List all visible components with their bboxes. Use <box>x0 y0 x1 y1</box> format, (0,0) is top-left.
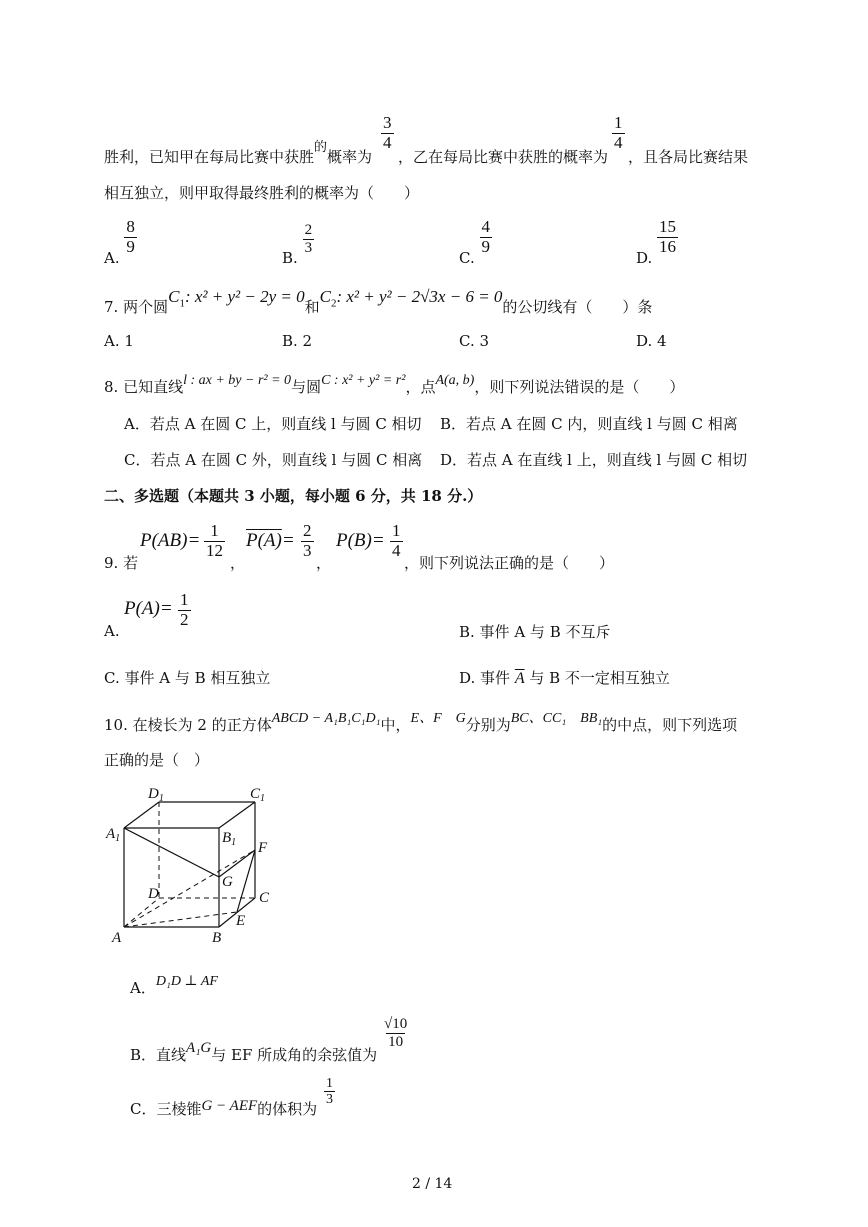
cube-label-e: E <box>236 913 246 929</box>
q6-option-a-frac <box>124 218 137 256</box>
q6-text-de: 的 <box>314 140 328 155</box>
q6-frac2-den: 4 <box>614 132 623 152</box>
q8-suffix: ，则下列说法错误的是（ ） <box>474 378 685 396</box>
q9-comma-2: ， <box>316 554 332 572</box>
cube-label-a1: $A_1$ <box>106 826 121 844</box>
q6-text-b: 概率为 <box>327 148 373 166</box>
q9-p-abar: P(A)= <box>246 530 295 551</box>
q10-option-c-mid: 的体积为 <box>257 1100 318 1118</box>
q10-cube: ABCD − A₁B₁C₁D₁ <box>271 711 381 726</box>
q7-c2 <box>319 287 503 310</box>
q10-option-c-num: 1 <box>326 1076 333 1091</box>
q6-option-b-num: 2 <box>304 222 313 238</box>
q10-option-b-expr: A₁G <box>186 1040 212 1056</box>
q8-prefix: 8. 已知直线 <box>104 378 184 396</box>
q10-stem <box>104 706 738 734</box>
q10-efg: E、F G <box>410 711 466 726</box>
q6-option-d-den: 16 <box>659 236 677 256</box>
q9-p-ab-den: 12 <box>206 540 223 560</box>
q6-option-c-label: C. <box>459 249 475 268</box>
q6-option-d <box>636 217 678 268</box>
q9-p-b-num: 1 <box>392 521 401 540</box>
q6-frac1-num: 3 <box>383 113 392 132</box>
q8-option-c: C．若点 A 在圆 C 外，则直线 l 与圆 C 相离 <box>124 451 423 469</box>
q7-c1-equation: : x² + y² − 2y = 0 <box>184 287 305 306</box>
q6-option-b-label: B. <box>282 249 298 267</box>
q9-p-abar-num: 2 <box>303 521 312 540</box>
q10-option-a-label: A． <box>130 979 156 997</box>
q7-c2-letter: C <box>319 287 331 306</box>
q6-frac1-den: 4 <box>383 132 392 152</box>
q9-option-d <box>459 667 670 688</box>
q6-option-a-label: A. <box>104 249 120 268</box>
q8-option-b: B．若点 A 在圆 C 内，则直线 l 与圆 C 相离 <box>440 415 738 433</box>
q9-p-b-expr: P(B) <box>336 530 372 551</box>
cube-label-d: D <box>148 886 159 902</box>
q10-option-b-frac <box>382 1016 409 1050</box>
q6-option-c-frac <box>480 218 493 256</box>
q10-option-b-num: √10 <box>384 1016 408 1032</box>
q7-option-c: C. 3 <box>459 332 490 350</box>
q10-option-c-label: C．三棱锥 <box>130 1100 202 1118</box>
q6-option-a-num: 8 <box>126 217 135 236</box>
cube-label-b: B <box>212 930 222 946</box>
q9-p-b-frac <box>390 522 403 560</box>
q9-p-b: P(B)= <box>336 530 385 551</box>
q7-he: 和 <box>304 298 320 316</box>
q8-mid: 与圆 <box>291 378 322 396</box>
q9-prefix: 9. 若 <box>104 554 139 572</box>
q7-prefix: 7. 两个圆 <box>104 298 169 316</box>
q6-line1 <box>104 118 372 178</box>
q8-circle-equation: C : x² + y² = r² <box>321 373 406 388</box>
q8-stem <box>104 368 685 396</box>
q7-suffix: 的公切线有（ ）条 <box>502 298 653 316</box>
q10-option-b <box>130 1036 378 1064</box>
q10-edges: BC、CC₁ BB₁ <box>510 711 603 726</box>
q10-option-a <box>130 969 218 997</box>
q6-option-a-den: 9 <box>126 236 135 256</box>
q9-p-abar-expr: P(A) <box>246 530 282 551</box>
q9-p-ab-frac <box>204 522 225 560</box>
q10-line2: 正确的是（ ） <box>104 751 210 769</box>
q6-text-a: 胜利，已知甲在每局比赛中获胜 <box>104 148 315 166</box>
q9-option-d-var: $\overline{A}$ <box>514 670 525 687</box>
q6-text-c: ，乙在每局比赛中获胜的概率为 <box>398 148 609 166</box>
q7-c2-equation: : x² + y² − 2√3x − 6 = 0 <box>336 287 503 306</box>
cube-label-a: A <box>112 930 122 946</box>
q8-line-equation: l : ax + by − r² = 0 <box>183 373 292 388</box>
q8-option-a: A．若点 A 在圆 C 上，则直线 l 与圆 C 相切 <box>124 415 422 433</box>
q9-option-a-expr: P(A)= <box>124 598 173 619</box>
q9-p-ab-num: 1 <box>210 521 219 540</box>
cube-label-c1: $C_1$ <box>250 786 266 804</box>
q10-mid2: 分别为 <box>465 716 511 734</box>
q6-option-b-den: 3 <box>304 239 313 256</box>
q9-option-a-frac <box>178 591 191 629</box>
cube-diagram <box>100 780 290 950</box>
q10-option-c-den: 3 <box>326 1092 333 1108</box>
q6-option-d-frac <box>657 218 678 256</box>
q10-suffix: 的中点，则下列选项 <box>602 716 738 734</box>
cube-label-b1: $B_1$ <box>222 830 237 848</box>
q9-p-b-den: 4 <box>392 540 401 560</box>
page-number: 2 / 14 <box>412 1176 453 1192</box>
q10-prefix: 10. 在棱长为 2 的正方体 <box>104 716 272 734</box>
q7-c1 <box>168 287 305 310</box>
q6-option-c-den: 9 <box>481 236 490 256</box>
q7-c1-letter: C <box>168 287 180 306</box>
section-2-heading: 二、多选题（本题共 3 小题，每小题 6 分，共 18 分.） <box>104 487 483 505</box>
q6-option-b-frac <box>303 222 315 256</box>
q10-option-a-expr: D₁D ⊥ AF <box>155 974 218 989</box>
q10-mid1: 中， <box>380 716 411 734</box>
q9-p-ab: P(AB)= <box>140 530 201 551</box>
q9-option-a-den: 2 <box>180 609 189 629</box>
q6-fraction-1-4 <box>612 114 625 152</box>
q6-option-d-num: 15 <box>659 217 677 236</box>
cube-label-g: G <box>222 874 233 890</box>
cube-label-d1: $D_1$ <box>148 786 164 804</box>
q9-suffix: ，则下列说法正确的是（ ） <box>404 554 615 572</box>
q6-option-c <box>459 217 492 268</box>
cube-label-f: F <box>258 840 268 856</box>
q7-option-a: A. 1 <box>104 332 134 350</box>
q10-option-b-den: 10 <box>388 1033 404 1050</box>
q9-p-abar-frac <box>301 522 314 560</box>
q6-fraction-3-4 <box>381 114 394 152</box>
q7-option-b: B. 2 <box>282 332 313 350</box>
q9-option-b: B. 事件 A 与 B 不互斥 <box>459 623 611 641</box>
q7-stem <box>104 286 653 316</box>
q10-option-b-label: B．直线 <box>130 1046 187 1064</box>
q7-c1-sub: 1 <box>179 297 185 310</box>
q10-option-b-mid: 与 EF 所成角的余弦值为 <box>211 1046 378 1064</box>
q7-c2-sub: 2 <box>330 297 337 310</box>
q9-option-a-label: A. <box>104 622 120 640</box>
q6-text-d: ，且各局比赛结果 <box>628 148 749 166</box>
q9-p-abar-den: 3 <box>303 540 312 560</box>
q9-option-d-pre: D. 事件 <box>459 669 511 687</box>
cube-label-c: C <box>259 890 270 906</box>
q6-option-b <box>282 222 314 267</box>
q9-comma-1: ， <box>230 554 246 572</box>
q9-option-a-p: P(A) <box>124 598 160 619</box>
q10-option-c-expr: G − AEF <box>201 1098 258 1114</box>
q8-point: A(a, b) <box>435 373 475 388</box>
q9-option-a-num: 1 <box>180 590 189 609</box>
q6-option-a <box>104 217 137 268</box>
q7-option-d: D. 4 <box>636 332 667 350</box>
q6-line2: 相互独立，则甲取得最终胜利的概率为（ ） <box>104 184 420 202</box>
q8-point-pre: ，点 <box>405 378 436 396</box>
q10-option-c-frac <box>324 1076 335 1108</box>
q6-option-c-num: 4 <box>481 217 490 236</box>
q10-option-c <box>130 1094 318 1118</box>
q6-frac2-num: 1 <box>614 113 623 132</box>
q8-option-d: D．若点 A 在直线 l 上，则直线 l 与圆 C 相切 <box>440 451 748 469</box>
q9-option-c: C. 事件 A 与 B 相互独立 <box>104 669 271 687</box>
q6-option-d-label: D. <box>636 249 653 268</box>
q9-option-d-post: 与 B 不一定相互独立 <box>529 669 670 687</box>
q9-p-ab-expr: P(AB) <box>140 530 188 551</box>
